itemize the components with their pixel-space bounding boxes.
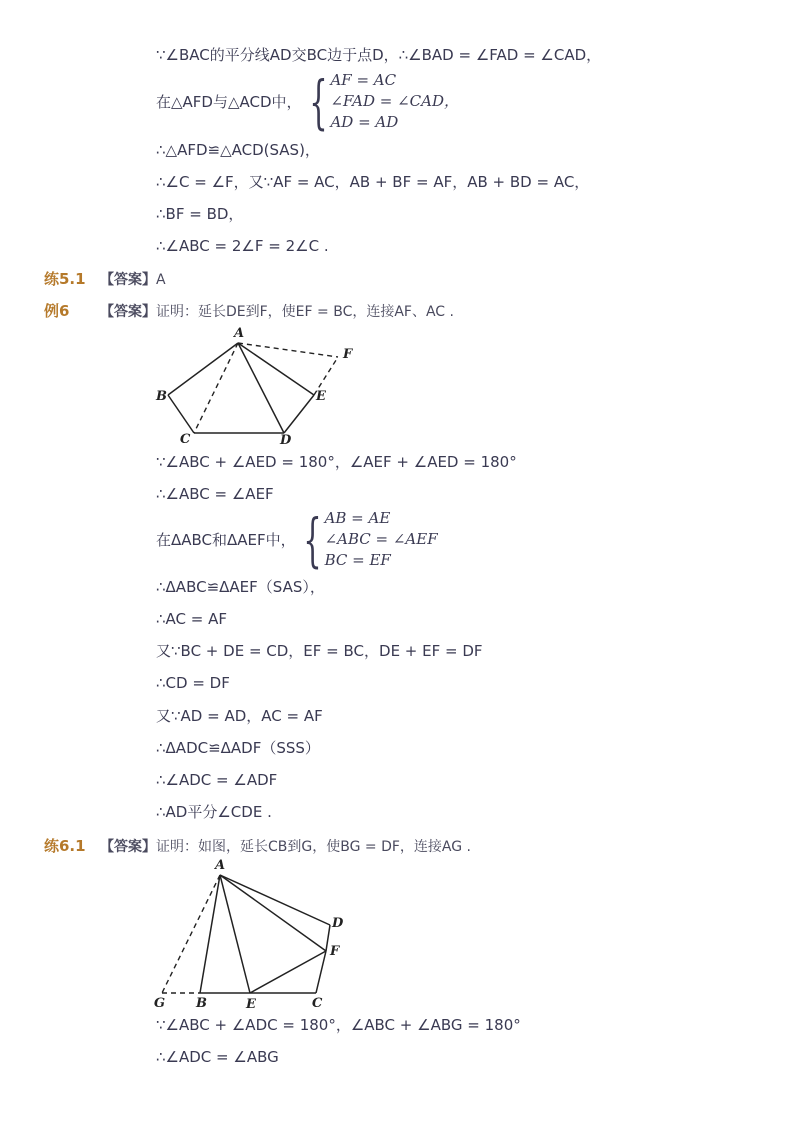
answer-line xyxy=(100,836,471,856)
proof-line: ∴∠C = ∠F，又∵AF = AC，AB + BF = AF，AB + BD = AC， xyxy=(156,173,590,191)
proof-line: ∴BF = BD， xyxy=(156,205,244,223)
proof-line: ∴AD平分∠CDE . xyxy=(156,803,272,821)
system-label: 在△AFD与△ACD中， xyxy=(156,93,302,111)
label-f: F xyxy=(330,944,340,959)
label-g: G xyxy=(154,996,166,1011)
segment-ad xyxy=(220,875,330,925)
segment-bc xyxy=(168,395,194,433)
example-tag: 例6 xyxy=(44,302,70,320)
system-line: ∠FAD = ∠CAD， xyxy=(330,92,459,110)
label-e: E xyxy=(246,997,256,1012)
proof-line: ∴∠ADC = ∠ABG xyxy=(156,1048,279,1066)
proof-line: 又∵AD = AD，AC = AF xyxy=(156,707,323,725)
label-c: C xyxy=(312,996,323,1011)
exercise-tag: 练5.1 xyxy=(44,270,86,288)
answer-label: 【答案】 xyxy=(100,304,156,320)
answer-text: 证明：延长DE到F，使EF = BC，连接AF、AC . xyxy=(156,304,454,320)
system-line: AD = AD xyxy=(330,113,399,131)
segment-ae xyxy=(238,343,314,395)
proof-line: ∴ΔABC≌ΔAEF（SAS）， xyxy=(156,578,325,596)
answer-text: 证明：如图，延长CB到G，使BG = DF，连接AG . xyxy=(156,839,471,855)
segment-ab xyxy=(168,343,238,395)
proof-line: ∴∠ABC = 2∠F = 2∠C . xyxy=(156,237,329,255)
segment-de xyxy=(284,395,314,433)
answer-text: A xyxy=(156,272,166,288)
label-d: D xyxy=(280,433,292,448)
congruence-system xyxy=(156,505,438,574)
answer-label: 【答案】 xyxy=(100,839,156,855)
segment-af-dashed xyxy=(238,343,338,357)
system-line: AF = AC xyxy=(330,71,397,89)
proof-line: ∴ΔADC≌ΔADF（SSS） xyxy=(156,739,320,757)
system-line: AB = AE xyxy=(324,509,391,527)
label-b: B xyxy=(196,996,207,1011)
answer-line xyxy=(100,301,454,321)
segment-ef xyxy=(250,951,326,993)
congruence-system xyxy=(156,67,459,136)
label-d: D xyxy=(332,916,344,931)
segment-ab xyxy=(200,875,220,993)
system-line: BC = EF xyxy=(324,551,391,569)
pentagon-figure xyxy=(150,325,370,450)
system-label: 在ΔABC和ΔAEF中， xyxy=(156,531,296,549)
segment-ad xyxy=(238,343,284,433)
quadrilateral-figure xyxy=(150,855,360,1015)
left-brace-icon: { xyxy=(302,505,322,574)
segment-ac-dashed xyxy=(194,343,238,433)
system-line: ∠ABC = ∠AEF xyxy=(324,530,438,548)
label-f: F xyxy=(343,347,353,362)
exercise-tag: 练6.1 xyxy=(44,837,86,855)
proof-line: ∴AC = AF xyxy=(156,610,228,628)
segment-cf xyxy=(316,951,326,993)
proof-line: ∵∠ABC + ∠AED = 180°，∠AEF + ∠AED = 180° xyxy=(156,453,517,471)
label-a: A xyxy=(234,326,245,341)
proof-line: ∵∠ABC + ∠ADC = 180°，∠ABC + ∠ABG = 180° xyxy=(156,1016,521,1034)
label-b: B xyxy=(156,389,167,404)
left-brace-icon: { xyxy=(308,67,328,136)
answer-line xyxy=(100,269,166,289)
proof-line: ∴CD = DF xyxy=(156,674,230,692)
proof-line: ∵∠BAC的平分线AD交BC边于点D，∴∠BAD = ∠FAD = ∠CAD， xyxy=(156,46,602,64)
segment-ag-dashed xyxy=(162,875,220,993)
label-a: A xyxy=(215,858,226,873)
label-c: C xyxy=(180,432,191,447)
answer-label: 【答案】 xyxy=(100,272,156,288)
proof-line: 又∵BC + DE = CD，EF = BC，DE + EF = DF xyxy=(156,642,483,660)
label-e: E xyxy=(316,389,326,404)
proof-line: ∴∠ADC = ∠ADF xyxy=(156,771,278,789)
proof-line: ∴△AFD≌△ACD(SAS)， xyxy=(156,141,320,159)
proof-line: ∴∠ABC = ∠AEF xyxy=(156,485,274,503)
